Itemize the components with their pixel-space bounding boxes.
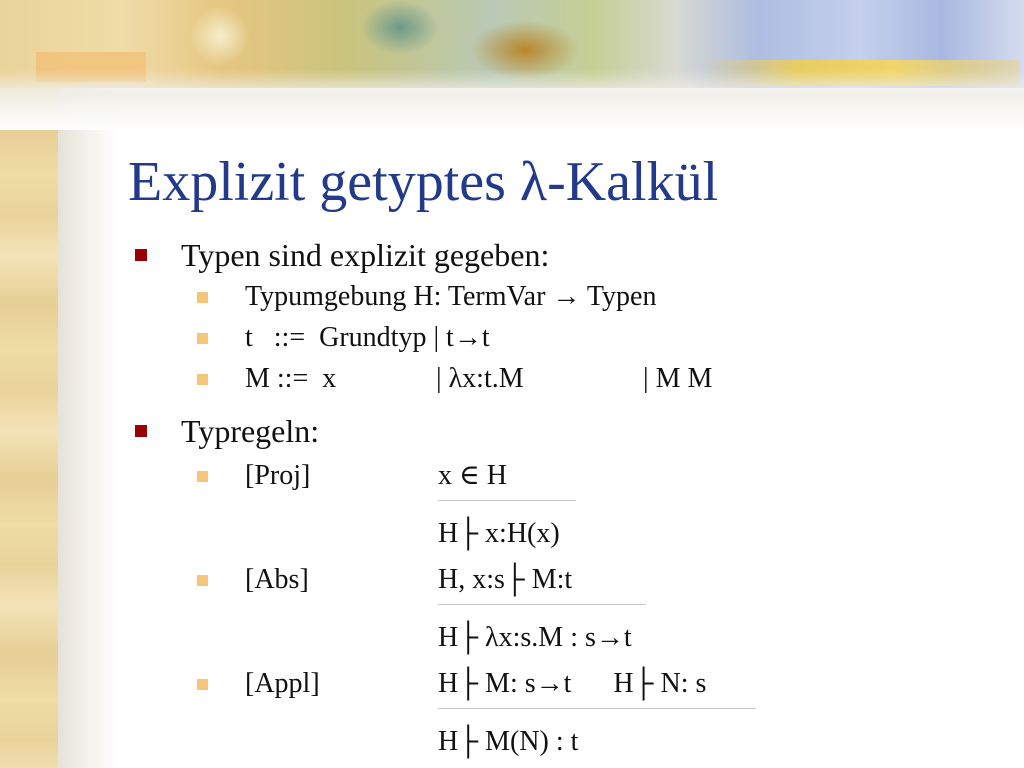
term-grammar-part-app: | M M [643,363,713,394]
rule-proj-inference-line [438,500,576,501]
rule-abs-name: [Abs] [245,564,309,595]
rule-appl-name: [Appl] [245,668,320,699]
rule-proj-name: [Proj] [245,460,311,491]
background-top-fade [0,70,1024,130]
sub-bullet-square-icon [197,292,208,303]
rule-appl-conclusion: H├ M(N) : t [438,726,579,757]
term-grammar-part-var: M ::= x [245,363,337,394]
bullet-types-explicit: Typen sind explizit gegeben: [181,237,550,273]
bullet-square-icon [135,425,147,437]
rule-proj-premise: x ∈ H [438,460,507,491]
bullet-square-icon [135,249,147,261]
sub-bullet-type-environment: Typumgebung H: TermVar → Typen [245,281,657,312]
bullet-type-rules: Typregeln: [181,413,320,449]
rule-abs-premise: H, x:s├ M:t [438,564,573,595]
sub-bullet-square-icon [197,333,208,344]
background-leaf-teal [360,0,440,55]
rule-abs-conclusion: H├ λx:s.M : s→t [438,622,632,653]
sub-bullet-square-icon [197,575,208,586]
rule-proj-conclusion: H├ x:H(x) [438,518,560,549]
sub-bullet-square-icon [197,471,208,482]
sub-bullet-square-icon [197,374,208,385]
rule-appl-premise: H├ M: s→t H├ N: s [438,668,707,699]
rule-abs-inference-line [438,604,646,605]
sub-bullet-type-grammar: t ::= Grundtyp | t→t [245,322,490,353]
rule-appl-inference-line [438,708,756,709]
sub-bullet-square-icon [197,679,208,690]
background-leaf-light [190,6,250,66]
term-grammar-part-abs: | λx:t.M [436,363,524,394]
slide-title: Explizit getyptes λ-Kalkül [128,151,719,213]
